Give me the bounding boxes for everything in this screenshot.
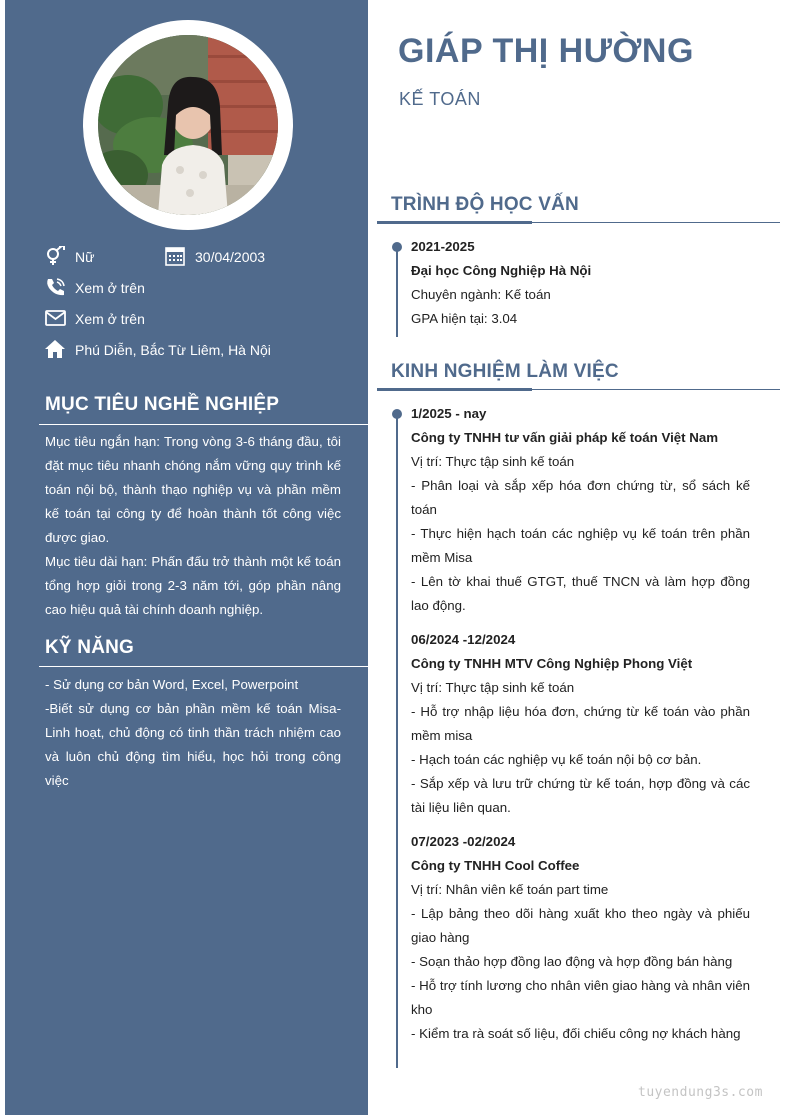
- avatar-frame: [83, 20, 293, 230]
- job-task: - Hạch toán các nghiệp vụ kế toán nội bộ cơ bản.: [411, 752, 702, 767]
- avatar: [98, 35, 278, 215]
- job-task: - Soạn thảo hợp đồng lao động và hợp đồng bán hàng: [411, 954, 733, 969]
- education-gpa: GPA hiện tại: 3.04: [411, 311, 518, 326]
- job-task: - Lên tờ khai thuế GTGT, thuế TNCN và làm hợp đồng lao động.: [411, 574, 750, 613]
- job-company: Công ty TNHH Cool Coffee: [411, 858, 580, 873]
- skills-divider: [39, 666, 373, 667]
- education-entry: [411, 235, 750, 331]
- education-heading: TRÌNH ĐỘ HỌC VẤN: [391, 194, 579, 215]
- job-entry: [411, 402, 750, 618]
- job-task: - Hỗ trợ nhập liệu hóa đơn, chứng từ kế toán vào phần mềm misa: [411, 704, 750, 743]
- candidate-name: GIÁP THỊ HƯỜNG: [398, 32, 694, 70]
- birthdate-text: 30/04/2003: [195, 249, 266, 265]
- job-company: Công ty TNHH tư vấn giải pháp kế toán Việt Nam: [411, 430, 719, 445]
- home-icon: [45, 339, 67, 359]
- email-text: Xem ở trên: [75, 311, 145, 327]
- job-task: - Lập bảng theo dõi hàng xuất kho theo ngày và phiếu giao hàng: [411, 906, 750, 945]
- calendar-icon: [165, 246, 187, 266]
- job-company: Công ty TNHH MTV Công Nghiệp Phong Việt: [411, 656, 693, 671]
- objective-heading: MỤC TIÊU NGHỀ NGHIỆP: [45, 394, 280, 415]
- job-task: - Hỗ trợ tính lương cho nhân viên giao hàng và nhân viên kho: [411, 978, 750, 1017]
- phone-icon: [45, 277, 67, 297]
- profile-photo: [98, 35, 278, 215]
- address-text: Phú Diễn, Bắc Từ Liêm, Hà Nội: [75, 342, 271, 358]
- experience-divider-accent: [377, 388, 532, 391]
- phone-text: Xem ở trên: [75, 280, 145, 296]
- job-position: Vị trí: Nhân viên kế toán part time: [411, 882, 609, 897]
- objective-divider: [39, 424, 373, 425]
- gender-icon: [45, 246, 67, 266]
- job-task: - Phân loại và sắp xếp hóa đơn chứng từ, sổ sách kế toán: [411, 478, 750, 517]
- job-task: - Sắp xếp và lưu trữ chứng từ kế toán, hợp đồng và các tài liệu liên quan.: [411, 776, 750, 815]
- skill-item: -Biết sử dụng cơ bản phần mềm kế toán Misa-Linh hoạt, chủ động có tinh thần trách nhiệm cao và luôn chủ động tìm hiểu, học hỏi trong công việc: [45, 701, 341, 788]
- candidate-role: KẾ TOÁN: [399, 89, 481, 109]
- job-period: 1/2025 - nay: [411, 406, 487, 421]
- objective-long-text: Mục tiêu dài hạn: Phấn đấu trở thành một kế toán tổng hợp giỏi trong 2-3 năm tới, góp phần nâng cao hiệu quả tài chính doanh nghiệp.: [45, 554, 341, 617]
- experience-heading: KINH NGHIỆM LÀM VIỆC: [391, 361, 619, 382]
- job-position: Vị trí: Thực tập sinh kế toán: [411, 454, 575, 469]
- skill-item: - Sử dụng cơ bản Word, Excel, Powerpoint: [45, 677, 299, 692]
- objective-short-text: Mục tiêu ngắn hạn: Trong vòng 3-6 tháng đầu, tôi đặt mục tiêu nhanh chóng nắm vững quy trình kế toán nội bộ, thành thạo nghiệp vụ và phần mềm kế toán tại công ty để hoàn thành tốt công việc được giao.: [45, 434, 341, 545]
- job-task: - Kiểm tra rà soát số liệu, đối chiếu công nợ khách hàng: [411, 1026, 741, 1041]
- education-major: Chuyên ngành: Kế toán: [411, 287, 551, 302]
- education-timeline: [396, 247, 398, 337]
- education-school: Đại học Công Nghiệp Hà Nội: [411, 263, 592, 278]
- job-entry: [411, 830, 750, 1046]
- skills-heading: KỸ NĂNG: [45, 637, 135, 658]
- education-divider-accent: [377, 221, 532, 224]
- job-task: - Thực hiện hạch toán các nghiệp vụ kế toán trên phần mềm Misa: [411, 526, 750, 565]
- gender-text: Nữ: [75, 249, 95, 265]
- mail-icon: [45, 308, 67, 328]
- experience-timeline: [396, 414, 398, 1068]
- education-period: 2021-2025: [411, 239, 475, 254]
- job-entry: [411, 628, 750, 820]
- job-period: 06/2024 -12/2024: [411, 632, 516, 647]
- job-period: 07/2023 -02/2024: [411, 834, 516, 849]
- watermark: tuyendung3s.com: [638, 1085, 763, 1100]
- job-position: Vị trí: Thực tập sinh kế toán: [411, 680, 575, 695]
- sidebar: [5, 0, 368, 1115]
